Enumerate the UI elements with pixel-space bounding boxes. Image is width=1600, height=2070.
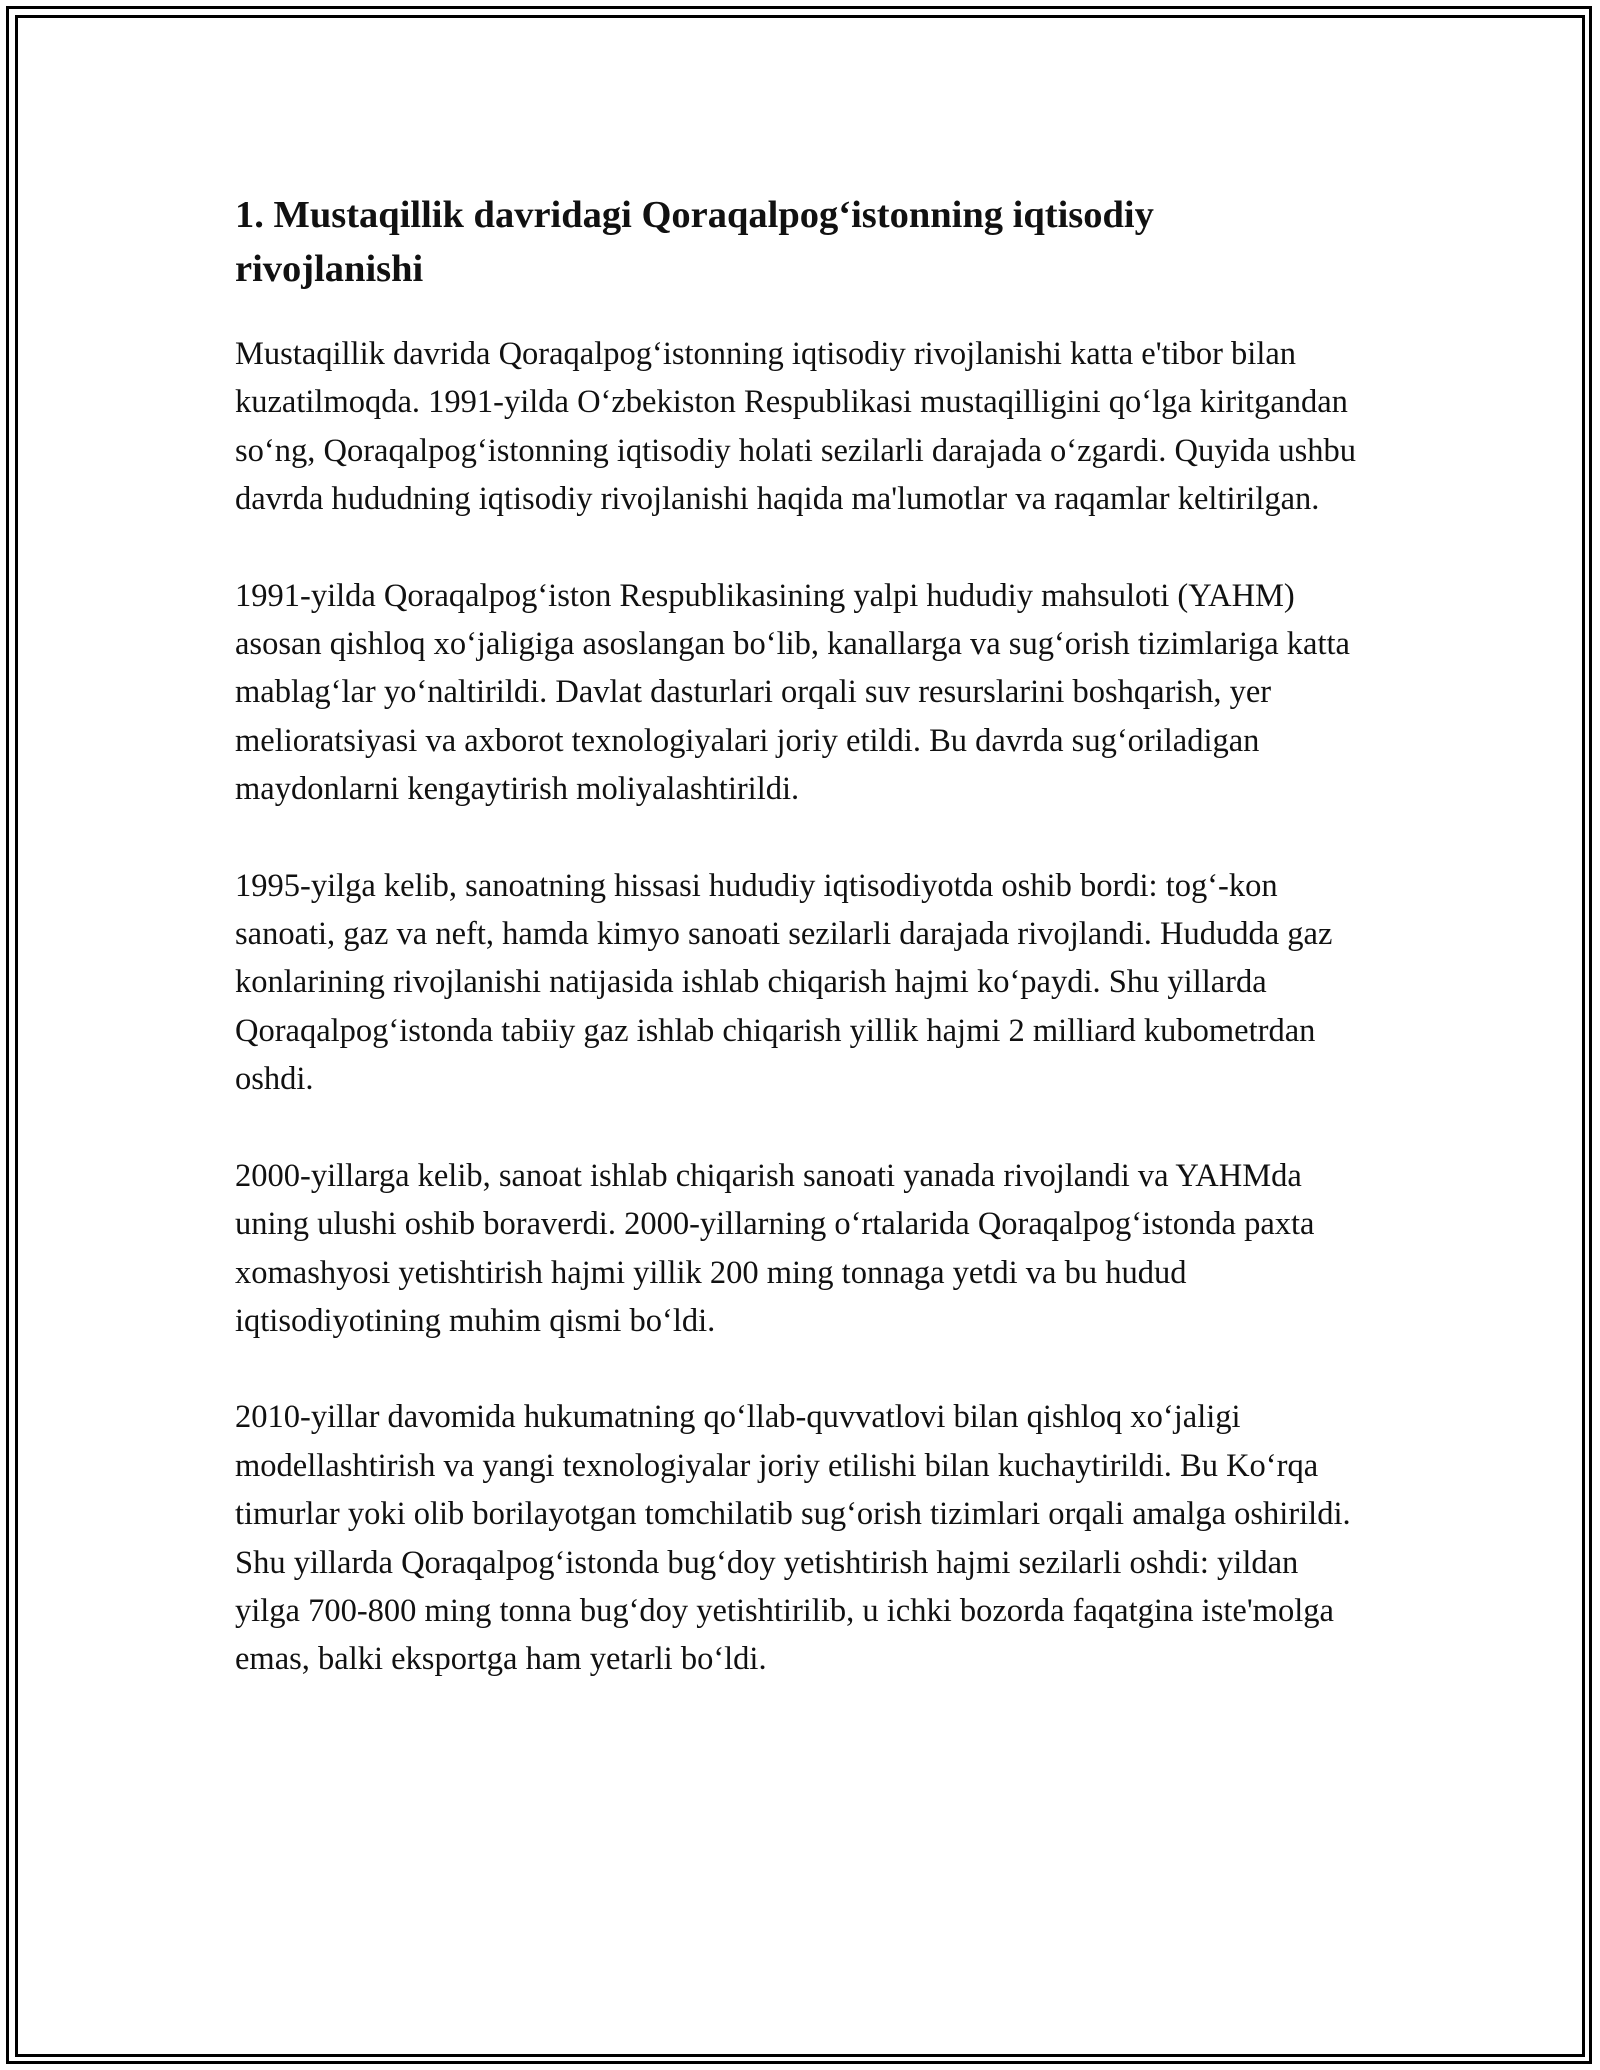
paragraph-intro: Mustaqillik davrida Qoraqalpog‘istonning iqtisodiy rivojlanishi katta e'tibor bilan kuzatilmoqda. 1991-yilda O‘zbekiston Respublikasi mustaqilligini qo‘lga kiritgandan so‘ng, Qoraqalpog‘istonning iqtisodiy holati sezilarli darajada o‘zgardi. Quyida ushbu davrda hududning iqtisodiy rivojlanishi haqida ma'lumotlar va raqamlar keltirilgan. [235, 336, 1356, 518]
paragraph-2000s: 2000-yillarga kelib, sanoat ishlab chiqarish sanoati yanada rivojlandi va YAHMda uning ulushi oshib boraverdi. 2000-yillarning o‘rtalarida Qoraqalpog‘istonda paxta xomashyosi yetishtirish hajmi yillik 200 ming tonnaga yetdi va bu hudud iqtisodiyotining muhim qismi bo‘ldi. [235, 1157, 1315, 1339]
paragraph-1991: 1991-yilda Qoraqalpog‘iston Respublikasining yalpi hududiy mahsuloti (YAHM) asosan qishloq xo‘jaligiga asoslangan bo‘lib, kanallarga va sug‘orish tizimlariga katta mablag‘lar yo‘naltirildi. Davlat dasturlari orqali suv resurslarini boshqarish, yer melioratsiyasi va axborot texnologiyalari joriy etildi. Bu davrda sug‘oriladigan maydonlarni kengaytirish moliyalashtirildi. [235, 577, 1350, 808]
document-title: 1. Mustaqillik davridagi Qoraqalpog‘istonning iqtisodiy rivojlanishi [235, 194, 1154, 290]
document-body [235, 188, 1365, 1732]
paragraph-1995: 1995-yilga kelib, sanoatning hissasi hududiy iqtisodiyotda oshib bordi: tog‘-kon sanoati, gaz va neft, hamda kimyo sanoati sezilarli darajada rivojlandi. Hududda gaz konlarining rivojlanishi natijasida ishlab chiqarish hajmi ko‘paydi. Shu yillarda Qoraqalpog‘istonda tabiiy gaz ishlab chiqarish yillik hajmi 2 milliard kubometrdan oshdi. [235, 867, 1333, 1098]
paragraph-2010s: 2010-yillar davomida hukumatning qo‘llab-quvvatlovi bilan qishloq xo‘jaligi modellashtirish va yangi texnologiyalar joriy etilishi bilan kuchaytirildi. Bu Ko‘rqa timurlar yoki olib borilayotgan tomchilatib sug‘orish tizimlari orqali amalga oshirildi. Shu yillarda Qoraqalpog‘istonda bug‘doy yetishtirish hajmi sezilarli oshdi: yildan yilga 700-800 ming tonna bug‘doy yetishtirilib, u ichki bozorda faqatgina iste'molga emas, balki eksportga ham yetarli bo‘ldi. [235, 1399, 1351, 1678]
